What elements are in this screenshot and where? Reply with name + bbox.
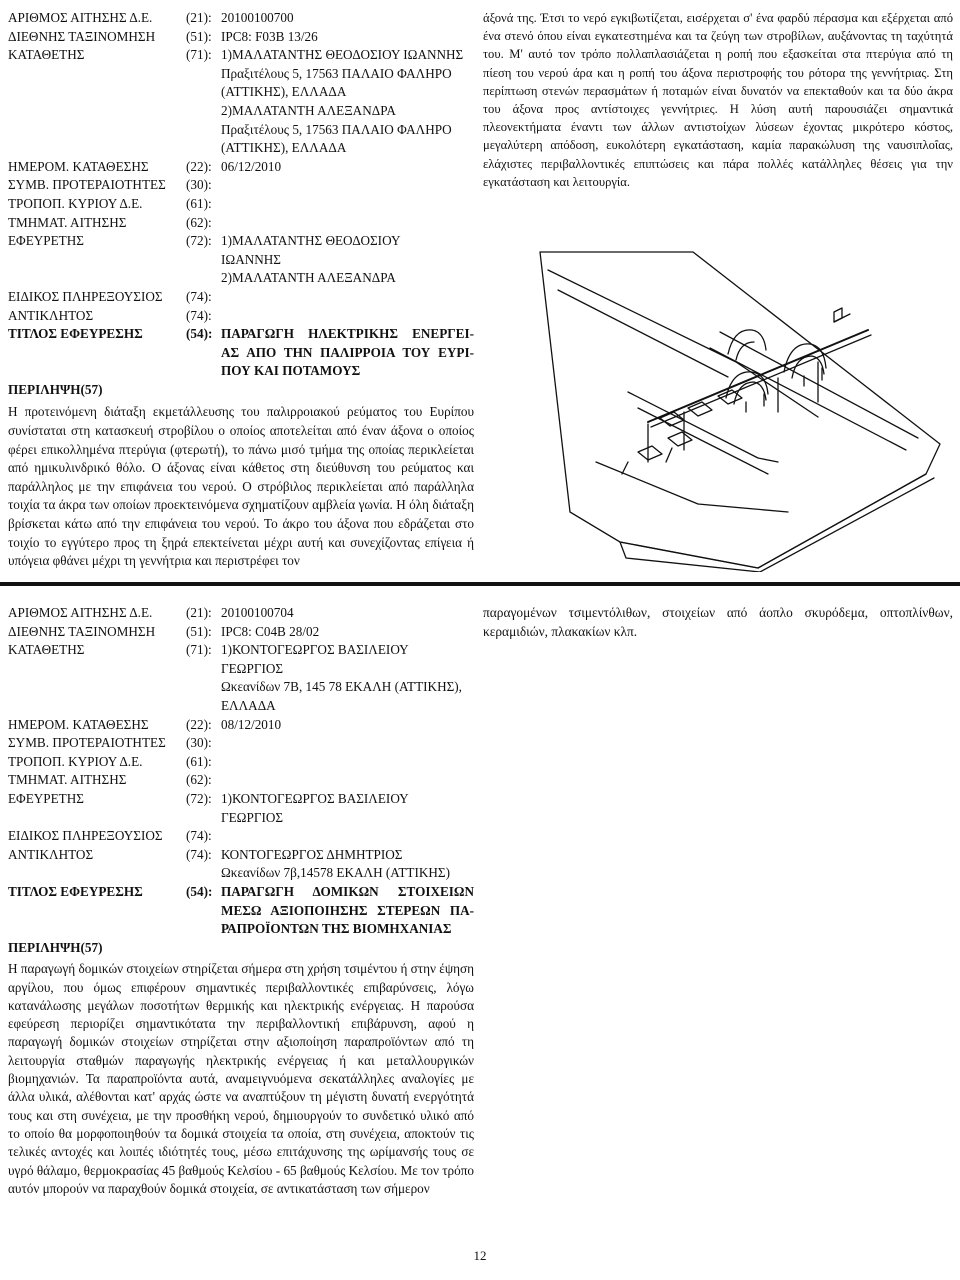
division-code: (62):	[186, 772, 212, 788]
inventor-value-line: ΙΩΑΝΝΗΣ	[221, 251, 281, 267]
title-label: ΤΙΤΛΟΣ ΕΦΕΥΡΕΣΗΣ	[8, 883, 143, 899]
inventor-value-line: ΓΕΩΡΓΙΟΣ	[221, 809, 284, 825]
applicant-value-line: ΓΕΩΡΓΙΟΣ	[221, 660, 284, 676]
application-number-code: (21):	[186, 10, 212, 25]
representative-code: (74):	[186, 307, 212, 323]
applicant-row	[8, 46, 474, 65]
filing-date-value: 08/12/2010	[221, 716, 282, 732]
application-number-row	[8, 9, 474, 28]
priority-label: ΣΥΜΒ. ΠΡΟΤΕΡΑΙΟΤΗΤΕΣ	[8, 177, 166, 193]
title-value-line: ΡΑΠΡΟΪΟΝΤΩΝ ΤΗΣ ΒΙΟΜΗΧΑΝΙΑΣ	[221, 921, 452, 937]
inventor-value-line: 2)ΜΑΛΑΤΑΝΤΗ ΑΛΕΞΑΝΔΡΑ	[221, 270, 396, 286]
abstract-text: Η προτεινόμενη διάταξη εκμετάλλευσης του παλιρροιακού ρεύματος του Ευρίπου συνίσταται στη κατασκευή στροβίλου ο οποίος αποτελείται από έναν άξονα ο οποίος φέρει επικολλημένα πτερύγια (φτερωτή), το πάνω μισό τμήμα της οποίας περικλείεται από ημικυλινδρικό θόλο. Ο άξονας είναι κάθετος στη διεύθυνση του ρεύματος και παράλληλος με την επιφάνεια του νερού. Ο στρόβιλος περικλείεται από παράλληλα τοιχία τα άκρα των οποίων προεκτεινόμενα σχηματίζουν αμβλεία γωνία. Η όλη διάταξη βρίσκεται κάτω από την επιφάνεια του νερού. Το άκρο του άξονα που εδράζεται στο τοιχίο το εγγύτερο προς τη ξηρά επεκτείνεται μέχρι αυτή και συνεχίζοντας επίγεια ή υπόγεια φθάνει μέχρι τη γεννήτρια και περιστρέφει τον	[8, 404, 474, 569]
intl-class-row	[8, 28, 474, 47]
representative-code: (74):	[186, 846, 212, 862]
filing-date-code: (22):	[186, 716, 212, 732]
attorney-label: ΕΙΔΙΚΟΣ ΠΛΗΡΕΞΟΥΣΙΟΣ	[8, 828, 163, 844]
applicant-code: (71):	[186, 642, 212, 658]
priority-row	[8, 176, 474, 195]
division-code: (62):	[186, 214, 212, 230]
filing-date-row	[8, 158, 474, 177]
inventor-label: ΕΦΕΥΡΕΤΗΣ	[8, 790, 84, 806]
title-code: (54):	[186, 883, 213, 899]
representative-value-line: ΚΟΝΤΟΓΕΩΡΓΟΣ ΔΗΜΗΤΡΙΟΣ	[221, 846, 403, 862]
attorney-code: (74):	[186, 288, 212, 304]
application-number-row	[8, 604, 474, 623]
title-code: (54):	[186, 326, 213, 342]
division-row	[8, 214, 474, 233]
applicant-value-line: (ΑΤΤΙΚΗΣ), ΕΛΛΑΔΑ	[221, 84, 347, 100]
inventor-value-line: 1)ΚΟΝΤΟΓΕΩΡΓΟΣ ΒΑΣΙΛΕΙΟΥ	[221, 790, 409, 806]
record-2-bibliographic-data	[8, 604, 474, 1198]
representative-row	[8, 846, 474, 865]
intl-class-value: IPC8: C04B 28/02	[221, 623, 320, 639]
application-number-value: 20100100704	[221, 605, 294, 620]
applicant-code: (71):	[186, 47, 212, 63]
applicant-value-line: (ΑΤΤΙΚΗΣ), ΕΛΛΑΔΑ	[221, 140, 347, 156]
application-number-value: 20100100700	[221, 10, 294, 25]
abstract-continuation: παραγομένων τσιμεντόλιθων, στοιχείων από άοπλο σκυρόδεμα, οπτοπλίνθων, κεραμιδιών, πλακακίων κλπ.	[483, 605, 953, 639]
title-row	[8, 883, 474, 902]
inventor-code: (72):	[186, 233, 212, 249]
priority-code: (30):	[186, 177, 212, 193]
amendment-row	[8, 195, 474, 214]
amendment-row	[8, 753, 474, 772]
title-value-line: ΠΑΡΑΓΩΓΗ ΗΛΕΚΤΡΙΚΗΣ ΕΝΕΡΓΕΙ-	[221, 326, 474, 342]
intl-class-label: ΔΙΕΘΝΗΣ ΤΑΞΙΝΟΜΗΣΗ	[8, 623, 156, 639]
inventor-row	[8, 232, 474, 251]
priority-label: ΣΥΜΒ. ΠΡΟΤΕΡΑΙΟΤΗΤΕΣ	[8, 735, 166, 751]
amendment-code: (61):	[186, 195, 212, 211]
title-label: ΤΙΤΛΟΣ ΕΦΕΥΡΕΣΗΣ	[8, 326, 143, 342]
inventor-value-line: 1)ΜΑΛΑΤΑΝΤΗΣ ΘΕΟΔΟΣΙΟΥ	[221, 233, 401, 249]
applicant-value-line: ΕΛΛΑΔΑ	[221, 697, 276, 713]
priority-row	[8, 734, 474, 753]
application-number-label: ΑΡΙΘΜΟΣ ΑΙΤΗΣΗΣ Δ.Ε.	[8, 10, 153, 25]
applicant-value-line: 2)ΜΑΛΑΤΑΝΤΗ ΑΛΕΞΑΝΔΡΑ	[221, 102, 396, 118]
attorney-code: (74):	[186, 828, 212, 844]
abstract-heading: ΠΕΡΙΛΗΨΗ(57)	[8, 939, 103, 955]
application-number-code: (21):	[186, 605, 212, 620]
division-row	[8, 771, 474, 790]
turbine-drawing-figure	[488, 212, 954, 572]
applicant-label: ΚΑΤΑΘΕΤΗΣ	[8, 47, 85, 63]
abstract-text: Η παραγωγή δομικών στοιχείων στηρίζεται σήμερα στη χρήση τσιμέντου ή στην έψηση αργίλου, που όμως επιφέρουν σημαντικές περιβαλλοντικές επιβαρύνσεις, λόγω κατανάλωσης μεγάλων ποσοτήτων θερμικής και ηλεκτρικής ενέργειας. Η παρούσα εφεύρεση περιορίζει σημαντικότατα την περιβαλλοντική επιβάρυνση, αφού η παραγωγή δομικών στοιχείων στηρίζεται στην αξιοποίηση παραπροϊόντων από τη λειτουργία σταθμών παραγωγής ηλεκτρικής ενέργειας ή και μεταλλουργικών βιομηχανιών. Τα παραπροϊόντα αυτά, αναμειγνυόμενα σεκατάλληλες αναλογίες με άλλα υλικά, αλέθονται κατ' αρχάς ώστε να αναπτύξουν τη μέγιστη δυνατή ενεργότητά τους και στη συνέχεια, με την προσθήκη νερού, δημιουργούν το συνδετικό υλικό από το οποίο θα μορφοποιηθούν τα δομικά στοιχεία τα οποία, στη συνέχεια, αποκτούν τις τελικές αντοχές και λοιπές ιδιότητές τους, μέσω επιτάχυνσης της ωρίμανσής τους σε υγρό θάλαμο, θερμοκρασίας 45 βαθμούς Κελσίου - 65 βαθμούς Κελσίου. Με τον τρόπο αυτόν μπορούν να παραχθούν δομικά στοιχεία, σε αντικατάσταση των σήμερον	[8, 961, 474, 1196]
title-value-line: ΠΑΡΑΓΩΓΗ ΔΟΜΙΚΩΝ ΣΤΟΙΧΕΙΩΝ	[221, 883, 474, 899]
abstract-heading: ΠΕΡΙΛΗΨΗ(57)	[8, 381, 103, 397]
application-number-label: ΑΡΙΘΜΟΣ ΑΙΤΗΣΗΣ Δ.Ε.	[8, 605, 153, 620]
priority-code: (30):	[186, 735, 212, 751]
inventor-row	[8, 790, 474, 809]
applicant-row	[8, 641, 474, 660]
attorney-label: ΕΙΔΙΚΟΣ ΠΛΗΡΕΞΟΥΣΙΟΣ	[8, 288, 163, 304]
applicant-label: ΚΑΤΑΘΕΤΗΣ	[8, 642, 85, 658]
inventor-label: ΕΦΕΥΡΕΤΗΣ	[8, 233, 84, 249]
title-value-line: ΑΣ ΑΠΟ ΤΗΝ ΠΑΛΙΡΡΟΙΑ ΤΟΥ ΕΥΡΙ-	[221, 344, 474, 360]
amendment-label: ΤΡΟΠΟΠ. ΚΥΡΙΟΥ Δ.Ε.	[8, 753, 143, 769]
applicant-value-line: 1)ΚΟΝΤΟΓΕΩΡΓΟΣ ΒΑΣΙΛΕΙΟΥ	[221, 642, 409, 658]
title-row	[8, 325, 474, 344]
division-label: ΤΜΗΜΑΤ. ΑΙΤΗΣΗΣ	[8, 772, 127, 788]
amendment-label: ΤΡΟΠΟΠ. ΚΥΡΙΟΥ Δ.Ε.	[8, 195, 143, 211]
applicant-value-line: Πραξιτέλους 5, 17563 ΠΑΛΑΙΟ ΦΑΛΗΡΟ	[221, 121, 452, 137]
applicant-value-line: Πραξιτέλους 5, 17563 ΠΑΛΑΙΟ ΦΑΛΗΡΟ	[221, 65, 452, 81]
intl-class-code: (51):	[186, 623, 212, 639]
representative-value-line: Ωκεανίδων 7β,14578 ΕΚΑΛΗ (ΑΤΤΙΚΗΣ)	[221, 865, 450, 881]
representative-label: ΑΝΤΙΚΛΗΤΟΣ	[8, 846, 94, 862]
intl-class-label: ΔΙΕΘΝΗΣ ΤΑΞΙΝΟΜΗΣΗ	[8, 28, 156, 44]
title-value-line: ΜΕΣΩ ΑΞΙΟΠΟΙΗΣΗΣ ΣΤΕΡΕΩΝ ΠΑ-	[221, 902, 474, 918]
amendment-code: (61):	[186, 753, 212, 769]
intl-class-code: (51):	[186, 28, 212, 44]
filing-date-label: ΗΜΕΡΟΜ. ΚΑΤΑΘΕΣΗΣ	[8, 158, 149, 174]
filing-date-code: (22):	[186, 158, 212, 174]
representative-label: ΑΝΤΙΚΛΗΤΟΣ	[8, 307, 94, 323]
attorney-row	[8, 827, 474, 846]
representative-row	[8, 307, 474, 326]
record-1-bibliographic-data	[8, 9, 474, 571]
section-divider	[0, 582, 960, 586]
intl-class-row	[8, 623, 474, 642]
applicant-value-line: Ωκεανίδων 7Β, 145 78 ΕΚΑΛΗ (ΑΤΤΙΚΗΣ),	[221, 679, 462, 695]
filing-date-value: 06/12/2010	[221, 158, 282, 174]
inventor-code: (72):	[186, 790, 212, 806]
filing-date-row	[8, 716, 474, 735]
intl-class-value: IPC8: F03B 13/26	[221, 28, 318, 44]
abstract-continuation: άξονά της. Έτσι το νερό εγκιβωτίζεται, εισέρχεται σ' ένα φαρδύ πέρασμα και εξέρχεται από ένα στενό όπου είναι εγκατεστημένα και τα ζεύγη των στροβίλων, αυξάνοντας τη ταχύτητά του. Μ' αυτό τον τρόπο πολλαπλασιάζεται η ροπή που εξασκείται στα πτερύγια από τη πίεση του νερού άρα και η ροπή του άξονα περιστροφής του ρότορα της γεννήτριας. Στη περίπτωση στενών περασμάτων ή ποταμών είναι δυνατόν να επεκταθούν και τα δύο άκρα του άξονα προς αντίστοιχες γεννήτριες. Η λύση αυτή παρουσιάζει σημαντικά πλεονεκτήματα έναντι των άλλων αντιστοίχων λύσεων έχοντας μικρότερο κόστος, μεγαλύτερη απόδοση, ευκολότερη εγκατάσταση, καμία παρακώλυση της ναυσιπλοΐας, ελάχιστες περιβαλλοντικές επιπτώσεις και πάρα πολλές κατάλληλες θέσεις για την εγκατάσταση και λειτουργία.	[483, 11, 953, 189]
page-number: 12	[473, 1248, 487, 1263]
applicant-value-line: 1)ΜΑΛΑΤΑΝΤΗΣ ΘΕΟΔΟΣΙΟΥ ΙΩΑΝΝΗΣ	[221, 47, 464, 63]
attorney-row	[8, 288, 474, 307]
filing-date-label: ΗΜΕΡΟΜ. ΚΑΤΑΘΕΣΗΣ	[8, 716, 149, 732]
division-label: ΤΜΗΜΑΤ. ΑΙΤΗΣΗΣ	[8, 214, 127, 230]
title-value-line: ΠΟΥ ΚΑΙ ΠΟΤΑΜΟΥΣ	[221, 363, 361, 379]
